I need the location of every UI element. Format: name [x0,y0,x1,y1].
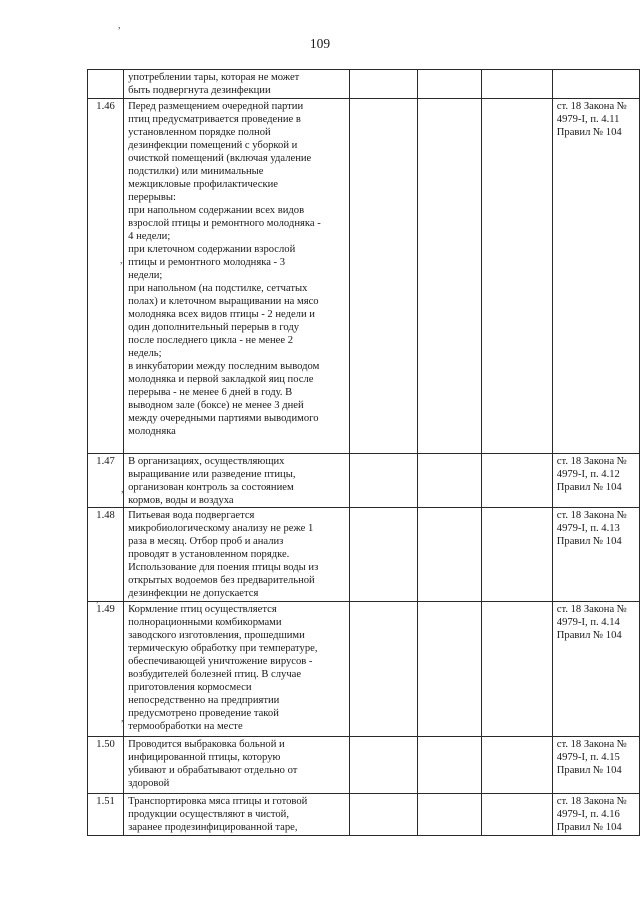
item-number [88,70,124,99]
requirement-text-line: быть подвергнута дезинфекции [128,85,271,96]
empty-cell-3 [482,737,553,794]
legal-reference-line: 4979-I, п. 4.16 [556,809,620,820]
empty-cell-2 [417,737,481,794]
requirement-text-line: выводном зале (боксе) не менее 3 дней [128,400,304,411]
legal-reference-line: 4979-I, п. 4.15 [556,752,620,763]
table-row [88,602,640,737]
requirement-text-line: Перед размещением очередной партии [128,101,304,112]
requirement-text-line: при напольном (на подстилке, сетчатых [128,283,308,294]
requirement-text-line: очисткой помещений (включая удаление [128,153,312,164]
requirement-text-line: между очередными партиями выводимого [128,413,319,424]
legal-reference-line: ст. 18 Закона № [556,796,627,807]
requirement-text-line: Использование для поения птицы воды из [128,562,319,573]
empty-cell-1 [349,454,417,508]
scan-mark: , [118,20,121,31]
empty-cell-2 [417,794,481,836]
scan-mark: , [120,255,123,266]
legal-reference-line: Правил № 104 [556,765,622,776]
legal-reference [552,602,639,737]
scan-mark: , [121,484,124,495]
requirement-text-line: дезинфекции помещений с уборкой и [128,140,298,151]
empty-cell-2 [417,99,481,454]
requirement-text-line: Питьевая вода подвергается [128,510,255,521]
requirement-text-line: предусмотрено проведение такой [128,708,279,719]
requirement-text [124,454,350,508]
requirement-text [124,99,350,454]
requirement-text-line: подстилки) или минимальные [128,166,264,177]
item-number: 1.48 [88,508,124,602]
legal-reference-line: Правил № 104 [556,127,622,138]
empty-cell-1 [349,737,417,794]
empty-cell-1 [349,508,417,602]
requirement-text-line: раза в месяц. Отбор проб и анализ [128,536,284,547]
table-row [88,794,640,836]
requirement-text-line: заранее продезинфицированной таре, [128,822,298,833]
requirement-text-line: птиц предусматривается проведение в [128,114,301,125]
requirement-text-line: термообработки на месте [128,721,243,732]
requirement-text-line: непосредственно на предприятии [128,695,280,706]
requirement-text-line: установленном порядке полной [128,127,271,138]
item-number: 1.50 [88,737,124,794]
empty-cell-1 [349,794,417,836]
requirement-text-line: заводского изготовления, прошедшими [128,630,305,641]
empty-cell-3 [482,794,553,836]
requirement-text-line: взрослой птицы и ремонтного молодняка - [128,218,321,229]
requirement-text-line: обеспечивающей уничтожение вирусов - [128,656,313,667]
requirement-text-line: птицы и ремонтного молодняка - 3 [128,257,286,268]
empty-cell-3 [482,508,553,602]
legal-reference [552,70,639,99]
table-row [88,99,640,454]
legal-reference-line: ст. 18 Закона № [556,456,627,467]
requirement-text-line: один дополнительный перерыв в году [128,322,300,333]
requirement-text-line: перерывы: [128,192,176,203]
requirement-text-line: возбудителей болезней птиц. В случае [128,669,302,680]
requirement-text [124,602,350,737]
requirement-text-line: выращивание или разведение птицы, [128,469,296,480]
requirement-text-line: полнорационными комбикормами [128,617,282,628]
requirement-text-line: Транспортировка мяса птицы и готовой [128,796,308,807]
legal-reference-line: ст. 18 Закона № [556,101,627,112]
requirement-text-line: при клеточном содержании взрослой [128,244,296,255]
requirement-text-line: приготовления кормосмеси [128,682,252,693]
requirement-text-line: организован контроль за состоянием [128,482,294,493]
table-row [88,70,640,99]
requirement-text-line: продукции осуществляют в чистой, [128,809,289,820]
legal-reference-line: 4979-I, п. 4.11 [556,114,620,125]
requirement-text-line: Проводится выбраковка больной и [128,739,285,750]
table-row [88,737,640,794]
legal-reference [552,454,639,508]
item-number: 1.47 [88,454,124,508]
legal-reference [552,794,639,836]
legal-reference-line: Правил № 104 [556,822,622,833]
requirement-text-line: убивают и обрабатывают отдельно от [128,765,298,776]
requirement-text-line: здоровой [128,778,170,789]
legal-reference-line: Правил № 104 [556,482,622,493]
requirement-text-line: в инкубатории между последним выводом [128,361,320,372]
requirement-text-line: открытых водоемов без предварительной [128,575,315,586]
requirement-text-line: употреблении тары, которая не может [128,72,300,83]
requirement-text [124,737,350,794]
legal-reference-line: ст. 18 Закона № [556,604,627,615]
legal-reference [552,737,639,794]
requirement-text-line: дезинфекции не допускается [128,588,259,599]
requirement-text-line: молодняка всех видов птицы - 2 недели и [128,309,315,320]
empty-cell-2 [417,508,481,602]
requirement-text-line: молодняка [128,426,176,437]
requirement-text-line: недели; [128,270,163,281]
legal-reference-line: 4979-I, п. 4.14 [556,617,620,628]
scan-mark: , [96,594,99,605]
legal-reference-line: 4979-I, п. 4.13 [556,523,620,534]
requirement-text-line: термическую обработку при температуре, [128,643,318,654]
empty-cell-1 [349,70,417,99]
table-row [88,508,640,602]
requirement-text-line: полах) и клеточном выращивании на мясо [128,296,319,307]
requirement-text-line: инфицированной птицы, которую [128,752,281,763]
empty-cell-1 [349,602,417,737]
requirement-text-line: межцикловые профилактические [128,179,278,190]
legal-reference-line: ст. 18 Закона № [556,510,627,521]
requirement-text [124,508,350,602]
empty-cell-2 [417,602,481,737]
item-number: 1.49 [88,602,124,737]
legal-reference-line: Правил № 104 [556,536,622,547]
requirement-text-line: В организациях, осуществляющих [128,456,285,467]
legal-reference-line: ст. 18 Закона № [556,739,627,750]
requirement-text [124,70,350,99]
requirement-text-line: 4 недели; [128,231,171,242]
requirement-text-line: кормов, воды и воздуха [128,495,234,506]
empty-cell-3 [482,70,553,99]
legal-reference [552,508,639,602]
item-number: 1.46 [88,99,124,454]
requirement-text-line: проводят в установленном порядке. [128,549,290,560]
legal-reference-line: Правил № 104 [556,630,622,641]
legal-reference-line: 4979-I, п. 4.12 [556,469,620,480]
requirements-table [87,69,640,836]
empty-cell-3 [482,99,553,454]
requirement-text-line: перерыва - не менее 6 дней в году. В [128,387,293,398]
legal-reference [552,99,639,454]
requirement-text-line: после последнего цикла - не менее 2 [128,335,294,346]
requirement-text-line: микробиологическому анализу не реже 1 [128,523,314,534]
table-row [88,454,640,508]
requirement-text-line: молодняка и первой закладкой яиц после [128,374,314,385]
scan-mark: , [121,713,124,724]
item-number: 1.51 [88,794,124,836]
empty-cell-2 [417,454,481,508]
empty-cell-3 [482,454,553,508]
empty-cell-1 [349,99,417,454]
requirement-text-line: при напольном содержании всех видов [128,205,305,216]
empty-cell-3 [482,602,553,737]
empty-cell-2 [417,70,481,99]
requirement-text-line: недель; [128,348,162,359]
requirement-text-line: Кормление птиц осуществляется [128,604,277,615]
page-number: 109 [309,36,331,51]
requirement-text [124,794,350,836]
